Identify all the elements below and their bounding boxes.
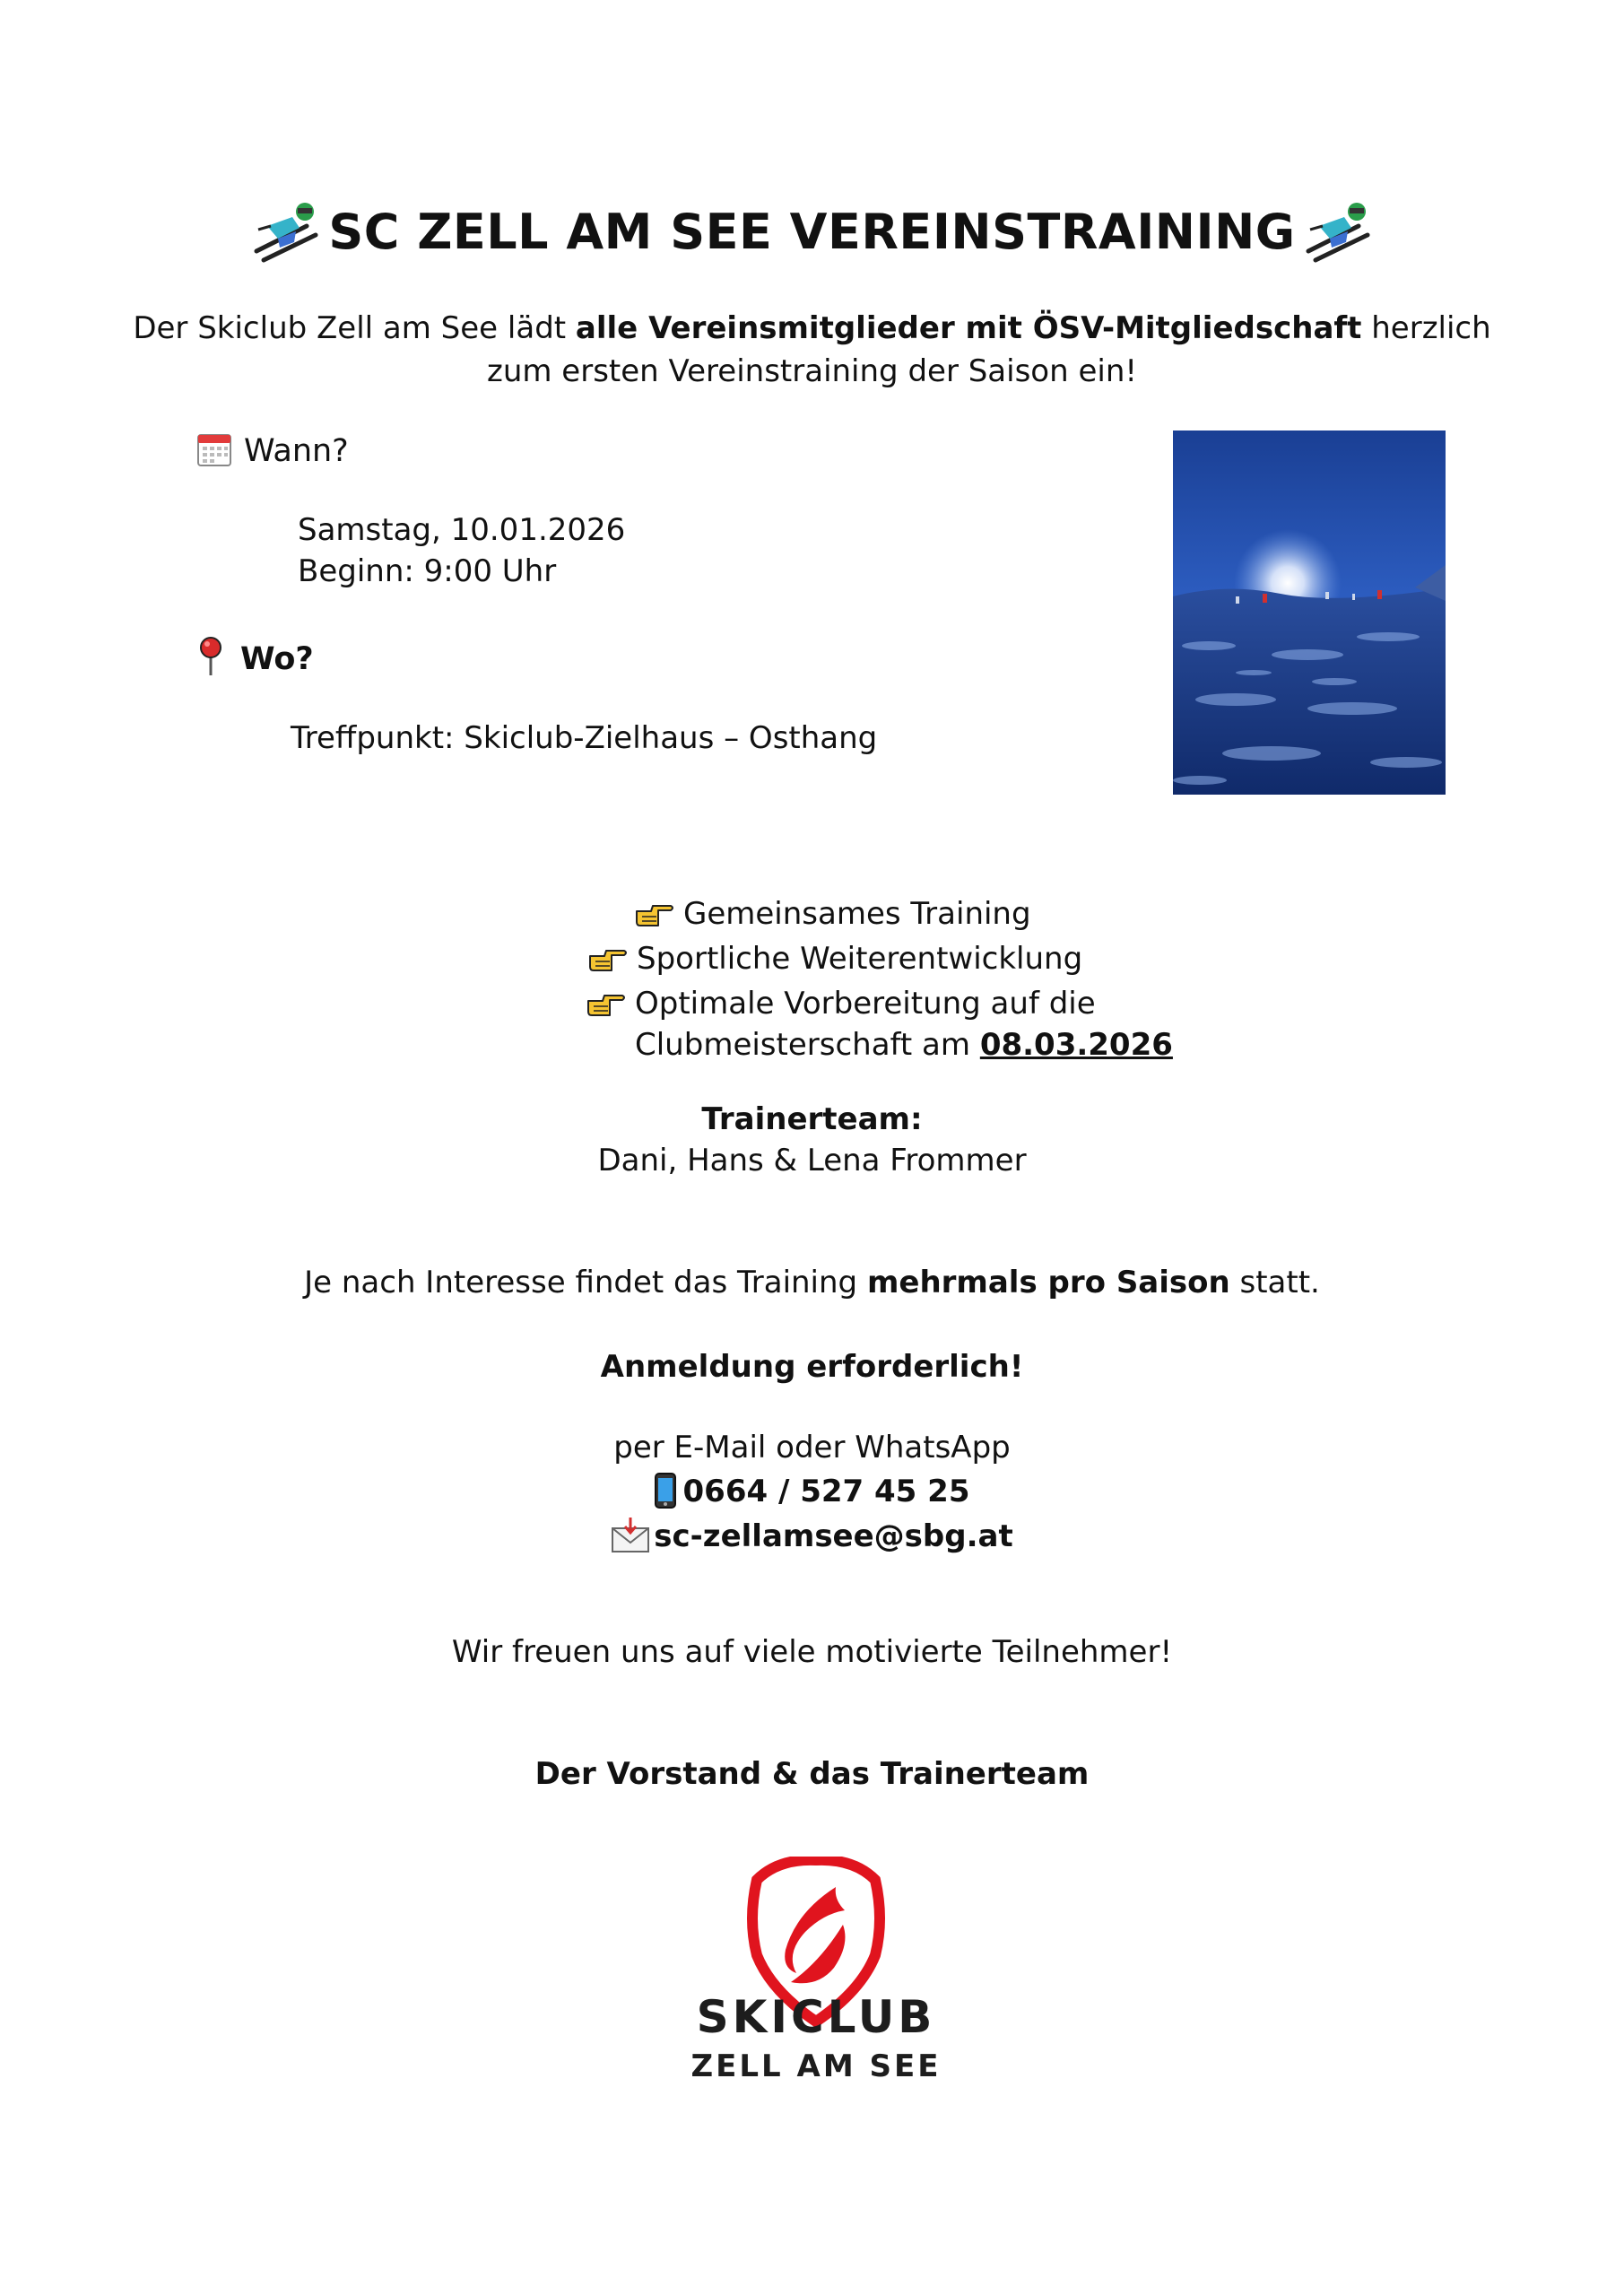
intro-text: Der Skiclub Zell am See lädt	[133, 310, 576, 346]
bullet-item	[586, 938, 1082, 979]
ski-slope-photo	[1173, 430, 1446, 795]
phone-number[interactable]: 0664 / 527 45 25	[682, 1474, 970, 1509]
when-label: Wann?	[244, 433, 349, 469]
page-title	[0, 199, 1624, 264]
signup-required: Anmeldung erforderlich!	[600, 1349, 1024, 1385]
intro-line-1	[0, 307, 1624, 350]
bullet-text: Gemeinsames Training	[683, 896, 1031, 932]
frequency-text: Je nach Interesse findet das Training	[304, 1265, 867, 1300]
email-address[interactable]: sc-zellamsee@sbg.at	[654, 1518, 1013, 1554]
where-label: Wo?	[240, 641, 314, 677]
championship-date: 08.03.2026	[979, 1027, 1173, 1063]
mobile-phone-icon	[655, 1473, 676, 1509]
logo-text-skiclub: SKICLUB	[696, 1991, 936, 2043]
event-start-time: Beginn: 9:00 Uhr	[298, 553, 557, 589]
intro-line-2: zum ersten Vereinstraining der Saison ein!	[486, 353, 1138, 389]
intro-bold-text: alle Vereinsmitglieder mit ÖSV-Mitgliedschaft	[575, 310, 1362, 346]
meeting-point: Treffpunkt: Skiclub-Zielhaus – Osthang	[291, 720, 878, 756]
bullet-text: Optimale Vorbereitung auf die	[635, 986, 1096, 1022]
closing-line: Wir freuen uns auf viele motivierte Teilnehmer!	[451, 1634, 1173, 1670]
pointing-hand-icon	[633, 899, 674, 929]
frequency-text: statt.	[1229, 1265, 1320, 1300]
bullet-text: Sportliche Weiterentwicklung	[637, 941, 1083, 977]
logo-text-location: ZELL AM SEE	[690, 2048, 942, 2084]
skier-icon	[251, 199, 321, 264]
when-heading	[197, 432, 349, 469]
ski-slope-photo-graphic	[1173, 430, 1446, 795]
frequency-bold-text: mehrmals pro Saison	[866, 1265, 1230, 1300]
signature: Der Vorstand & das Trainerteam	[534, 1756, 1090, 1792]
event-date: Samstag, 10.01.2026	[298, 512, 626, 548]
trainer-team-label: Trainerteam:	[701, 1101, 923, 1137]
where-heading	[197, 637, 314, 677]
phone-line	[0, 1473, 1624, 1509]
calendar-icon	[197, 432, 231, 466]
title-text: SC ZELL AM SEE VEREINSTRAINING	[328, 203, 1296, 260]
pointing-hand-icon	[586, 944, 628, 974]
bullet-continuation	[635, 1024, 1173, 1065]
bullet-text: Clubmeisterschaft am	[635, 1027, 980, 1063]
frequency-note	[0, 1265, 1624, 1300]
pointing-hand-icon	[585, 988, 626, 1019]
round-pushpin-icon	[197, 637, 224, 676]
bullet-item	[585, 983, 1096, 1024]
bullet-item	[633, 893, 1031, 935]
trainer-team-names: Dani, Hans & Lena Frommer	[597, 1143, 1027, 1178]
skier-icon	[1303, 199, 1373, 264]
email-line	[0, 1518, 1624, 1554]
contact-methods: per E-Mail oder WhatsApp	[613, 1430, 1011, 1465]
envelope-icon	[611, 1518, 650, 1553]
intro-paragraph	[0, 307, 1624, 393]
intro-text: herzlich	[1361, 310, 1491, 346]
